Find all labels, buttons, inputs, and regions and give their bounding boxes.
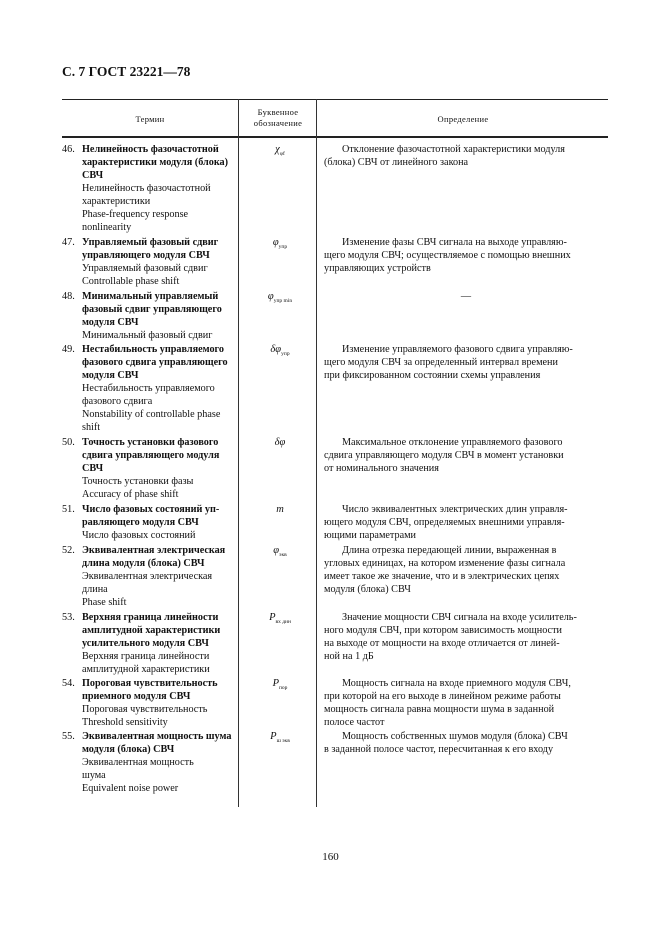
definition-line: модуля (блока) СВЧ	[324, 584, 411, 595]
definition-line: при фиксированном состоянии схемы управления	[324, 370, 541, 381]
term-ru-text: Минимальный управляемый	[82, 291, 219, 302]
symbol-cell	[245, 236, 315, 254]
term-ru-line: управляющего модуля СВЧ	[82, 250, 210, 261]
definition-line: мощность сигнала равна мощности шума в заданной	[324, 704, 555, 715]
term-alt-line: Нелинейность фазочастотной	[82, 183, 211, 194]
term-ru-line	[62, 343, 238, 356]
page-header: С. 7 ГОСТ 23221—78	[62, 64, 191, 79]
symbol-main: χ	[275, 144, 280, 155]
symbol-cell	[245, 730, 315, 748]
definition-cell	[324, 236, 608, 275]
definition-line: (блока) СВЧ от линейного закона	[324, 157, 469, 168]
term-alt-line: shift	[82, 422, 101, 433]
definition-line: Изменение фазы СВЧ сигнала на выходе управляю-	[342, 237, 567, 248]
definition-line: Мощность сигнала на входе приемного модуля СВЧ,	[342, 678, 571, 689]
definition-line: Длина отрезка передающей линии, выраженная в	[342, 545, 557, 556]
term-ru-line	[62, 730, 238, 743]
term-ru-text: Верхняя граница линейности	[82, 612, 219, 623]
term-cell	[62, 343, 238, 434]
table-top-rule	[62, 99, 608, 100]
definition-line: сдвига управляющего модуля СВЧ в момент установки	[324, 450, 564, 461]
term-cell	[62, 143, 238, 234]
definition-line: Отклонение фазочастотной характеристики модуля	[342, 144, 565, 155]
column-header-definition: Определение	[437, 114, 489, 124]
definition-line: ной на 1 дБ	[324, 651, 374, 662]
symbol-subscript: экв	[279, 552, 287, 559]
symbol-cell	[245, 503, 315, 516]
term-ru-line	[62, 436, 238, 449]
term-cell	[62, 677, 238, 729]
term-alt-line: Число фазовых состояний	[82, 530, 196, 541]
symbol-subscript: упр	[278, 244, 288, 251]
term-alt-line: Equivalent noise power	[82, 783, 179, 794]
entry-number: 48.	[62, 291, 75, 302]
term-ru-line: усилительного модуля СВЧ	[82, 638, 209, 649]
symbol-main: P	[272, 678, 279, 689]
symbol-cell	[245, 343, 315, 361]
symbol-cell	[245, 544, 315, 562]
definition-line: щего модуля СВЧ за определенный интервал времени	[324, 357, 558, 368]
term-alt-line: фазового сдвига	[82, 396, 153, 407]
definition-line: Число эквивалентных электрических длин управля-	[342, 504, 568, 515]
entry-number: 54.	[62, 678, 75, 689]
entry-number: 52.	[62, 545, 75, 556]
definition-line: щего модуля СВЧ; осуществляемое с помощью внешних	[324, 250, 571, 261]
symbol-cell	[245, 611, 315, 629]
definition-line: от номинального значения	[324, 463, 439, 474]
term-ru-line	[62, 611, 238, 624]
symbol-main: P	[269, 612, 276, 623]
entry-number: 50.	[62, 437, 75, 448]
symbol-subscript: вх дин	[275, 619, 291, 626]
definition-cell	[324, 611, 608, 663]
symbol-cell	[245, 677, 315, 695]
term-ru-line	[62, 677, 238, 690]
term-ru-text: Точность установки фазового	[82, 437, 219, 448]
symbol-main: δφ	[270, 344, 282, 355]
symbol-subscript: φf	[279, 151, 285, 158]
term-alt-line: Пороговая чувствительность	[82, 704, 208, 715]
term-alt-line: Нестабильность управляемого	[82, 383, 215, 394]
definition-line: на выходе от мощности на входе отличается от линей-	[324, 638, 560, 649]
page-number: 160	[322, 851, 339, 863]
term-ru-line: характеристики модуля (блока)	[82, 157, 229, 168]
term-ru-line: длина модуля (блока) СВЧ	[82, 558, 205, 569]
term-alt-line: Accuracy of phase shift	[82, 489, 179, 500]
term-alt-line: характеристики	[82, 196, 151, 207]
definition-line: Мощность собственных шумов модуля (блока) СВЧ	[342, 731, 568, 742]
symbol-main: δφ	[274, 437, 286, 448]
term-cell	[62, 503, 238, 542]
column-divider-2	[316, 99, 317, 807]
term-cell	[62, 436, 238, 501]
column-divider-1	[238, 99, 239, 807]
term-alt-line: шума	[82, 770, 106, 781]
term-ru-text: Эквивалентная мощность шума	[82, 731, 232, 742]
definition-line: при которой на его выходе в линейном режиме работы	[324, 691, 561, 702]
entry-number: 51.	[62, 504, 75, 515]
symbol-subscript: пор	[278, 685, 288, 692]
definition-cell	[324, 290, 608, 303]
term-ru-line: амплитудной характеристики	[82, 625, 221, 636]
term-ru-line	[62, 544, 238, 557]
term-alt-line: амплитудной характеристики	[82, 664, 210, 675]
symbol-main: φ	[273, 545, 280, 556]
symbol-subscript: упр	[281, 351, 290, 358]
definition-cell	[324, 503, 608, 542]
term-ru-text: Пороговая чувствительность	[82, 678, 218, 689]
term-cell	[62, 730, 238, 795]
definition-cell	[324, 343, 608, 382]
term-alt-line: Phase-frequency response	[82, 209, 189, 220]
term-alt-line: Nonstability of controllable phase	[82, 409, 221, 420]
symbol-subscript: ш экв	[276, 738, 290, 745]
entry-number: 46.	[62, 144, 75, 155]
term-ru-line	[62, 143, 238, 156]
definition-line: имеет такое же значение, что и в электрических цепях	[324, 571, 560, 582]
term-alt-line: Эквивалентная электрическая	[82, 571, 213, 582]
term-ru-text: Управляемый фазовый сдвиг	[82, 237, 219, 248]
column-header-term: Термин	[135, 114, 165, 124]
term-ru-line: равляющего модуля СВЧ	[82, 517, 199, 528]
definition-line: Изменение управляемого фазового сдвига управляю-	[342, 344, 573, 355]
table-header-rule	[62, 136, 608, 138]
term-alt-line: длина	[82, 584, 108, 595]
symbol-main: P	[270, 731, 277, 742]
term-ru-line	[62, 236, 238, 249]
symbol-main: φ	[272, 237, 279, 248]
term-ru-line	[62, 503, 238, 516]
term-alt-line: Верхняя граница линейности	[82, 651, 210, 662]
definition-cell	[324, 436, 608, 475]
definition-cell	[324, 143, 608, 169]
term-ru-line: фазовый сдвиг управляющего	[82, 304, 222, 315]
term-cell	[62, 611, 238, 676]
term-alt-line: Phase shift	[82, 597, 127, 608]
symbol-cell	[245, 436, 315, 449]
definition-line: угловых единицах, на котором изменение фазы сигнала	[324, 558, 566, 569]
definition-line: Значение мощности СВЧ сигнала на входе усилитель-	[342, 612, 577, 623]
term-ru-line: модуля (блока) СВЧ	[82, 744, 175, 755]
term-ru-line: СВЧ	[82, 463, 104, 474]
term-alt-line: nonlinearity	[82, 222, 132, 233]
term-ru-line: приемного модуля СВЧ	[82, 691, 191, 702]
column-header-symbol: Буквенное обозначение	[253, 107, 303, 128]
term-ru-line: модуля СВЧ	[82, 370, 139, 381]
definition-cell	[324, 544, 608, 596]
definition-line: управляющих устройств	[324, 263, 431, 274]
definition-line: в заданной полосе частот, пересчитанная к его входу	[324, 744, 554, 755]
symbol-subscript: упр min	[273, 298, 293, 305]
symbol-main: m	[276, 504, 284, 515]
term-alt-line: Threshold sensitivity	[82, 717, 168, 728]
definition-cell	[324, 677, 608, 729]
term-cell	[62, 290, 238, 342]
definition-line: Максимальное отклонение управляемого фазового	[342, 437, 563, 448]
entry-number: 53.	[62, 612, 75, 623]
term-alt-line: Минимальный фазовый сдвиг	[82, 330, 213, 341]
definition-line: полосе частот	[324, 717, 385, 728]
term-ru-text: Нелинейность фазочастотной	[82, 144, 219, 155]
entry-number: 47.	[62, 237, 75, 248]
term-ru-line: фазового сдвига управляющего	[82, 357, 228, 368]
term-cell	[62, 544, 238, 609]
entry-number: 49.	[62, 344, 75, 355]
symbol-cell	[245, 290, 315, 308]
symbol-cell	[245, 143, 315, 161]
term-ru-text: Число фазовых состояний уп-	[82, 504, 220, 515]
term-alt-line: Точность установки фазы	[82, 476, 194, 487]
definition-line: ного модуля СВЧ, при котором зависимость мощности	[324, 625, 562, 636]
definition-cell	[324, 730, 608, 756]
term-alt-line: Эквивалентная мощность	[82, 757, 194, 768]
term-cell	[62, 236, 238, 288]
term-ru-line: сдвига управляющего модуля	[82, 450, 220, 461]
definition-line: —	[460, 291, 472, 302]
definition-line: ющими параметрами	[324, 530, 417, 541]
term-alt-line: Управляемый фазовый сдвиг	[82, 263, 208, 274]
term-ru-line: модуля СВЧ	[82, 317, 139, 328]
entry-number: 55.	[62, 731, 75, 742]
definition-line: ющего модуля СВЧ, определяемых внешними управля-	[324, 517, 565, 528]
term-ru-line	[62, 290, 238, 303]
term-ru-line: СВЧ	[82, 170, 104, 181]
symbol-main: φ	[267, 291, 274, 302]
term-ru-text: Эквивалентная электрическая	[82, 545, 226, 556]
term-ru-text: Нестабильность управляемого	[82, 344, 225, 355]
term-alt-line: Controllable phase shift	[82, 276, 180, 287]
